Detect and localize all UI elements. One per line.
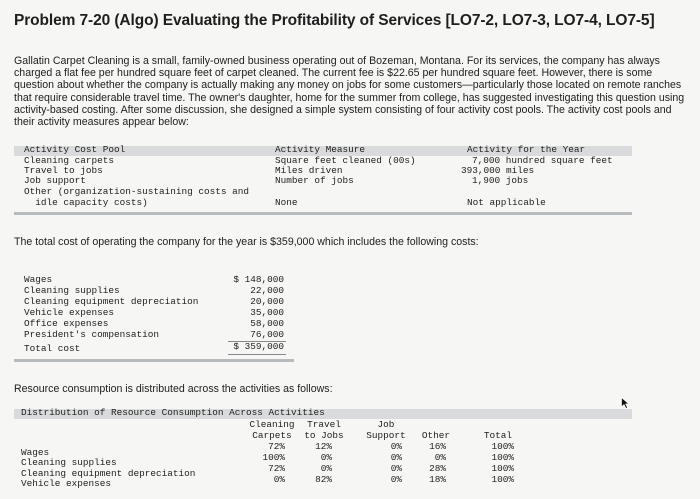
cell-travel: 0% <box>320 452 332 463</box>
total-cost-sentence: The total cost of operating the company for the year is $359,000 which includes the following costs: <box>14 236 479 248</box>
cost-row-label: Cleaning supplies <box>24 285 120 296</box>
cost-row-amount: 76,000 <box>250 329 284 340</box>
activity-row-measure: Number of jobs <box>275 175 354 186</box>
cost-row-amount: 20,000 <box>250 296 284 307</box>
cell-travel: 82% <box>315 474 332 485</box>
cell-job: 0% <box>390 441 402 452</box>
cost-row-label: President's compensation <box>24 329 160 340</box>
activity-row-activity: 393,000 miles <box>461 165 535 176</box>
activity-row-pool: Other (organization-sustaining costs and <box>24 186 250 197</box>
cell-other: 0% <box>434 452 446 463</box>
activity-row-pool: Cleaning carpets <box>24 155 115 166</box>
activity-header-measure: Activity Measure <box>275 144 366 155</box>
distribution-row-label: Wages <box>21 447 50 458</box>
activity-row-pool: idle capacity costs) <box>24 197 148 208</box>
cell-total: 100% <box>491 441 514 452</box>
cell-job: 0% <box>390 463 402 474</box>
cell-job: 0% <box>390 474 402 485</box>
header-total: Total <box>483 430 513 441</box>
cost-table-bottom-rule <box>14 359 294 362</box>
activity-row-measure: Square feet cleaned (00s) <box>275 155 416 166</box>
mouse-cursor-icon <box>621 397 630 409</box>
cell-total: 100% <box>491 463 514 474</box>
problem-title: Problem 7-20 (Algo) Evaluating the Profitability of Services [LO7-2, LO7-3, LO7-4, LO7-5] <box>14 12 655 29</box>
cost-row-amount: 35,000 <box>250 307 284 318</box>
header-travel-line1: Travel <box>307 419 341 430</box>
cell-travel: 12% <box>315 441 332 452</box>
header-cleaning-line1: Cleaning <box>249 419 295 430</box>
activity-header-pool: Activity Cost Pool <box>24 144 126 155</box>
distribution-row-label: Cleaning equipment depreciation <box>21 468 196 479</box>
cost-row-label: Cleaning equipment depreciation <box>24 296 199 307</box>
cell-cleaning: 72% <box>268 463 285 474</box>
intro-paragraph: Gallatin Carpet Cleaning is a small, family-owned business operating out of Bozeman, Montana. For its services, the company has always charged a flat fee per hundred square feet of carpet cleaned. The current fee is $22.65 per hundred square feet. However, there is some question about whether the company is actually making any money on jobs for some customers—particularly those located on remote ranches that require considerable travel time. The owner's daughter, home for the summer from college, has suggested investigating this question using activity-based costing. After some discussion, she designed a simple system consisting of four activity cost pools. The activity cost pools and their activity measures appear below: <box>14 55 685 129</box>
cost-total-amount: $ 359,000 <box>233 341 284 352</box>
activity-row-activity: 7,000 hundred square feet <box>472 155 613 166</box>
cost-row-label: Vehicle expenses <box>24 307 115 318</box>
cell-cleaning: 72% <box>268 441 285 452</box>
distribution-title: Distribution of Resource Consumption Across Activities <box>21 407 325 418</box>
activity-row-activity: Not applicable <box>467 197 546 208</box>
cell-travel: 0% <box>320 463 332 474</box>
cell-other: 28% <box>429 463 446 474</box>
activity-table-bottom-rule <box>14 212 632 215</box>
distribution-row-label: Vehicle expenses <box>21 478 112 489</box>
activity-row-pool: Travel to jobs <box>24 165 103 176</box>
activity-header-activity: Activity for the Year <box>467 144 586 155</box>
header-cleaning-line2: Carpets <box>252 430 292 441</box>
cost-total-double-underline <box>228 354 286 355</box>
activity-row-activity: 1,900 jobs <box>472 175 529 186</box>
cost-row-amount: 22,000 <box>250 285 284 296</box>
cell-other: 16% <box>429 441 446 452</box>
activity-row-pool: Job support <box>24 175 86 186</box>
header-job-line2: Support <box>366 430 406 441</box>
cell-cleaning: 100% <box>262 452 285 463</box>
distribution-row-label: Cleaning supplies <box>21 457 117 468</box>
cost-total-label: Total cost <box>24 343 81 354</box>
cell-job: 0% <box>390 452 402 463</box>
header-job-line1: Job <box>377 419 395 430</box>
cell-cleaning: 0% <box>273 474 285 485</box>
cell-total: 100% <box>491 474 514 485</box>
cost-row-amount: $ 148,000 <box>233 274 284 285</box>
activity-row-measure: Miles driven <box>275 165 343 176</box>
cost-row-amount: 58,000 <box>250 318 284 329</box>
header-other: Other <box>421 430 451 441</box>
cost-row-label: Wages <box>24 274 53 285</box>
cost-row-label: Office expenses <box>24 318 109 329</box>
header-travel-line2: to Jobs <box>304 430 344 441</box>
activity-row-measure: None <box>275 197 298 208</box>
distribution-sentence: Resource consumption is distributed across the activities as follows: <box>14 383 333 395</box>
cell-total: 100% <box>491 452 514 463</box>
cell-other: 18% <box>429 474 446 485</box>
